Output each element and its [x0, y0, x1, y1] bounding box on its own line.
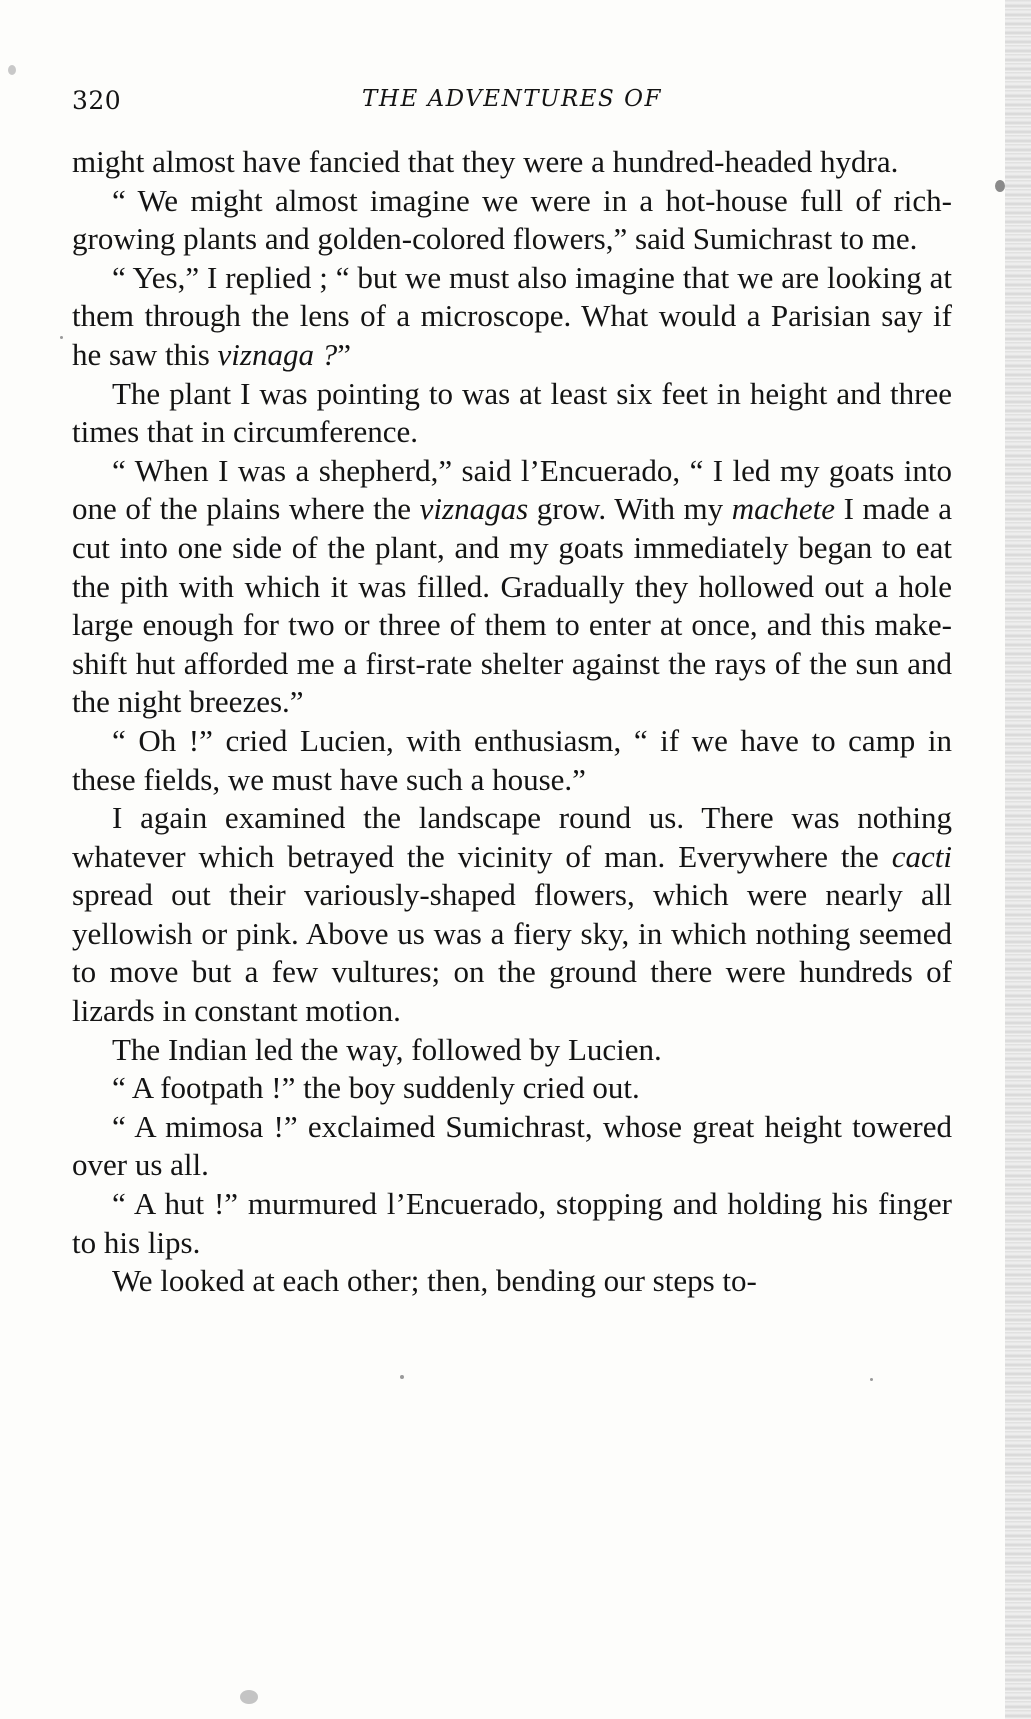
text-run: I made a cut into one side of the plant, and my goats immediately began to eat the pith with which it was filled. Gradually they hollowed out a hole large enough for two or three of them to enter at once, and this make-shift hut afforded me a first-rate shelter against the rays of the sun and the night breezes.”	[72, 491, 953, 720]
paragraph	[72, 143, 952, 182]
text-run: ”	[337, 336, 351, 372]
body-text	[72, 143, 952, 1301]
text-run: “ When I was a shepherd,” said l’Encuerado, “ I led my goats into one of the plains where the	[72, 452, 952, 527]
text-run: “ We might almost imagine we were in a hot-house full of rich-growing plants and golden-colored flowers,” said Sumichrast to me.	[72, 182, 952, 257]
scan-speck	[870, 1378, 873, 1381]
text-run: “ Oh !” cried Lucien, with enthusiasm, “ if we have to camp in these fields, we must have such a house.”	[72, 722, 952, 797]
running-head: THE ADVENTURES OF	[362, 86, 662, 112]
paragraph	[72, 452, 952, 722]
italic-text: machete	[731, 491, 836, 527]
italic-text: cacti	[891, 838, 952, 874]
scan-speck	[60, 336, 63, 339]
text-run: The plant I was pointing to was at least six feet in height and three times that in circumference.	[72, 375, 952, 450]
page-header	[72, 86, 952, 126]
italic-text: viznagas	[419, 491, 529, 527]
text-run: We looked at each other; then, bending our steps to-	[112, 1263, 757, 1299]
paragraph	[72, 1069, 952, 1108]
page-number: 320	[72, 86, 122, 115]
text-run: “ A footpath !” the boy suddenly cried out.	[112, 1070, 640, 1106]
paragraph	[72, 182, 952, 259]
scan-speck	[8, 65, 16, 75]
paragraph	[72, 1031, 952, 1070]
text-run: grow. With my	[528, 491, 732, 527]
paragraph	[72, 259, 952, 375]
paragraph	[72, 1185, 952, 1262]
text-run: spread out their variously-shaped flowers, which were nearly all yellowish or pink. Above us was a fiery sky, in which nothing seemed to move but a few vultures; on the ground there were hundreds of lizards in constant motion.	[72, 877, 952, 1029]
scanned-page-edge	[1005, 0, 1031, 1719]
text-run: The Indian led the way, followed by Lucien.	[112, 1031, 662, 1067]
paragraph	[72, 1108, 952, 1185]
italic-text: viznaga ?	[217, 336, 338, 372]
text-run: “ A mimosa !” exclaimed Sumichrast, whose great height towered over us all.	[72, 1108, 952, 1183]
scan-speck	[240, 1690, 258, 1704]
paragraph	[72, 1262, 952, 1301]
text-run: I again examined the landscape round us. There was nothing whatever which betrayed the vicinity of man. Everywhere the	[72, 800, 952, 874]
text-run: “ A hut !” murmured l’Encuerado, stopping and holding his finger to his lips.	[72, 1186, 952, 1260]
paragraph	[72, 799, 952, 1031]
paragraph	[72, 722, 952, 799]
scan-speck	[400, 1375, 404, 1379]
text-run: “ Yes,” I replied ; “ but we must also imagine that we are looking at them through the lens of a microscope. What would a Parisian say if he saw this	[72, 259, 952, 372]
scan-speck	[995, 180, 1005, 192]
paragraph	[72, 375, 952, 452]
text-run: might almost have fancied that they were a hundred-headed hydra.	[72, 144, 899, 179]
